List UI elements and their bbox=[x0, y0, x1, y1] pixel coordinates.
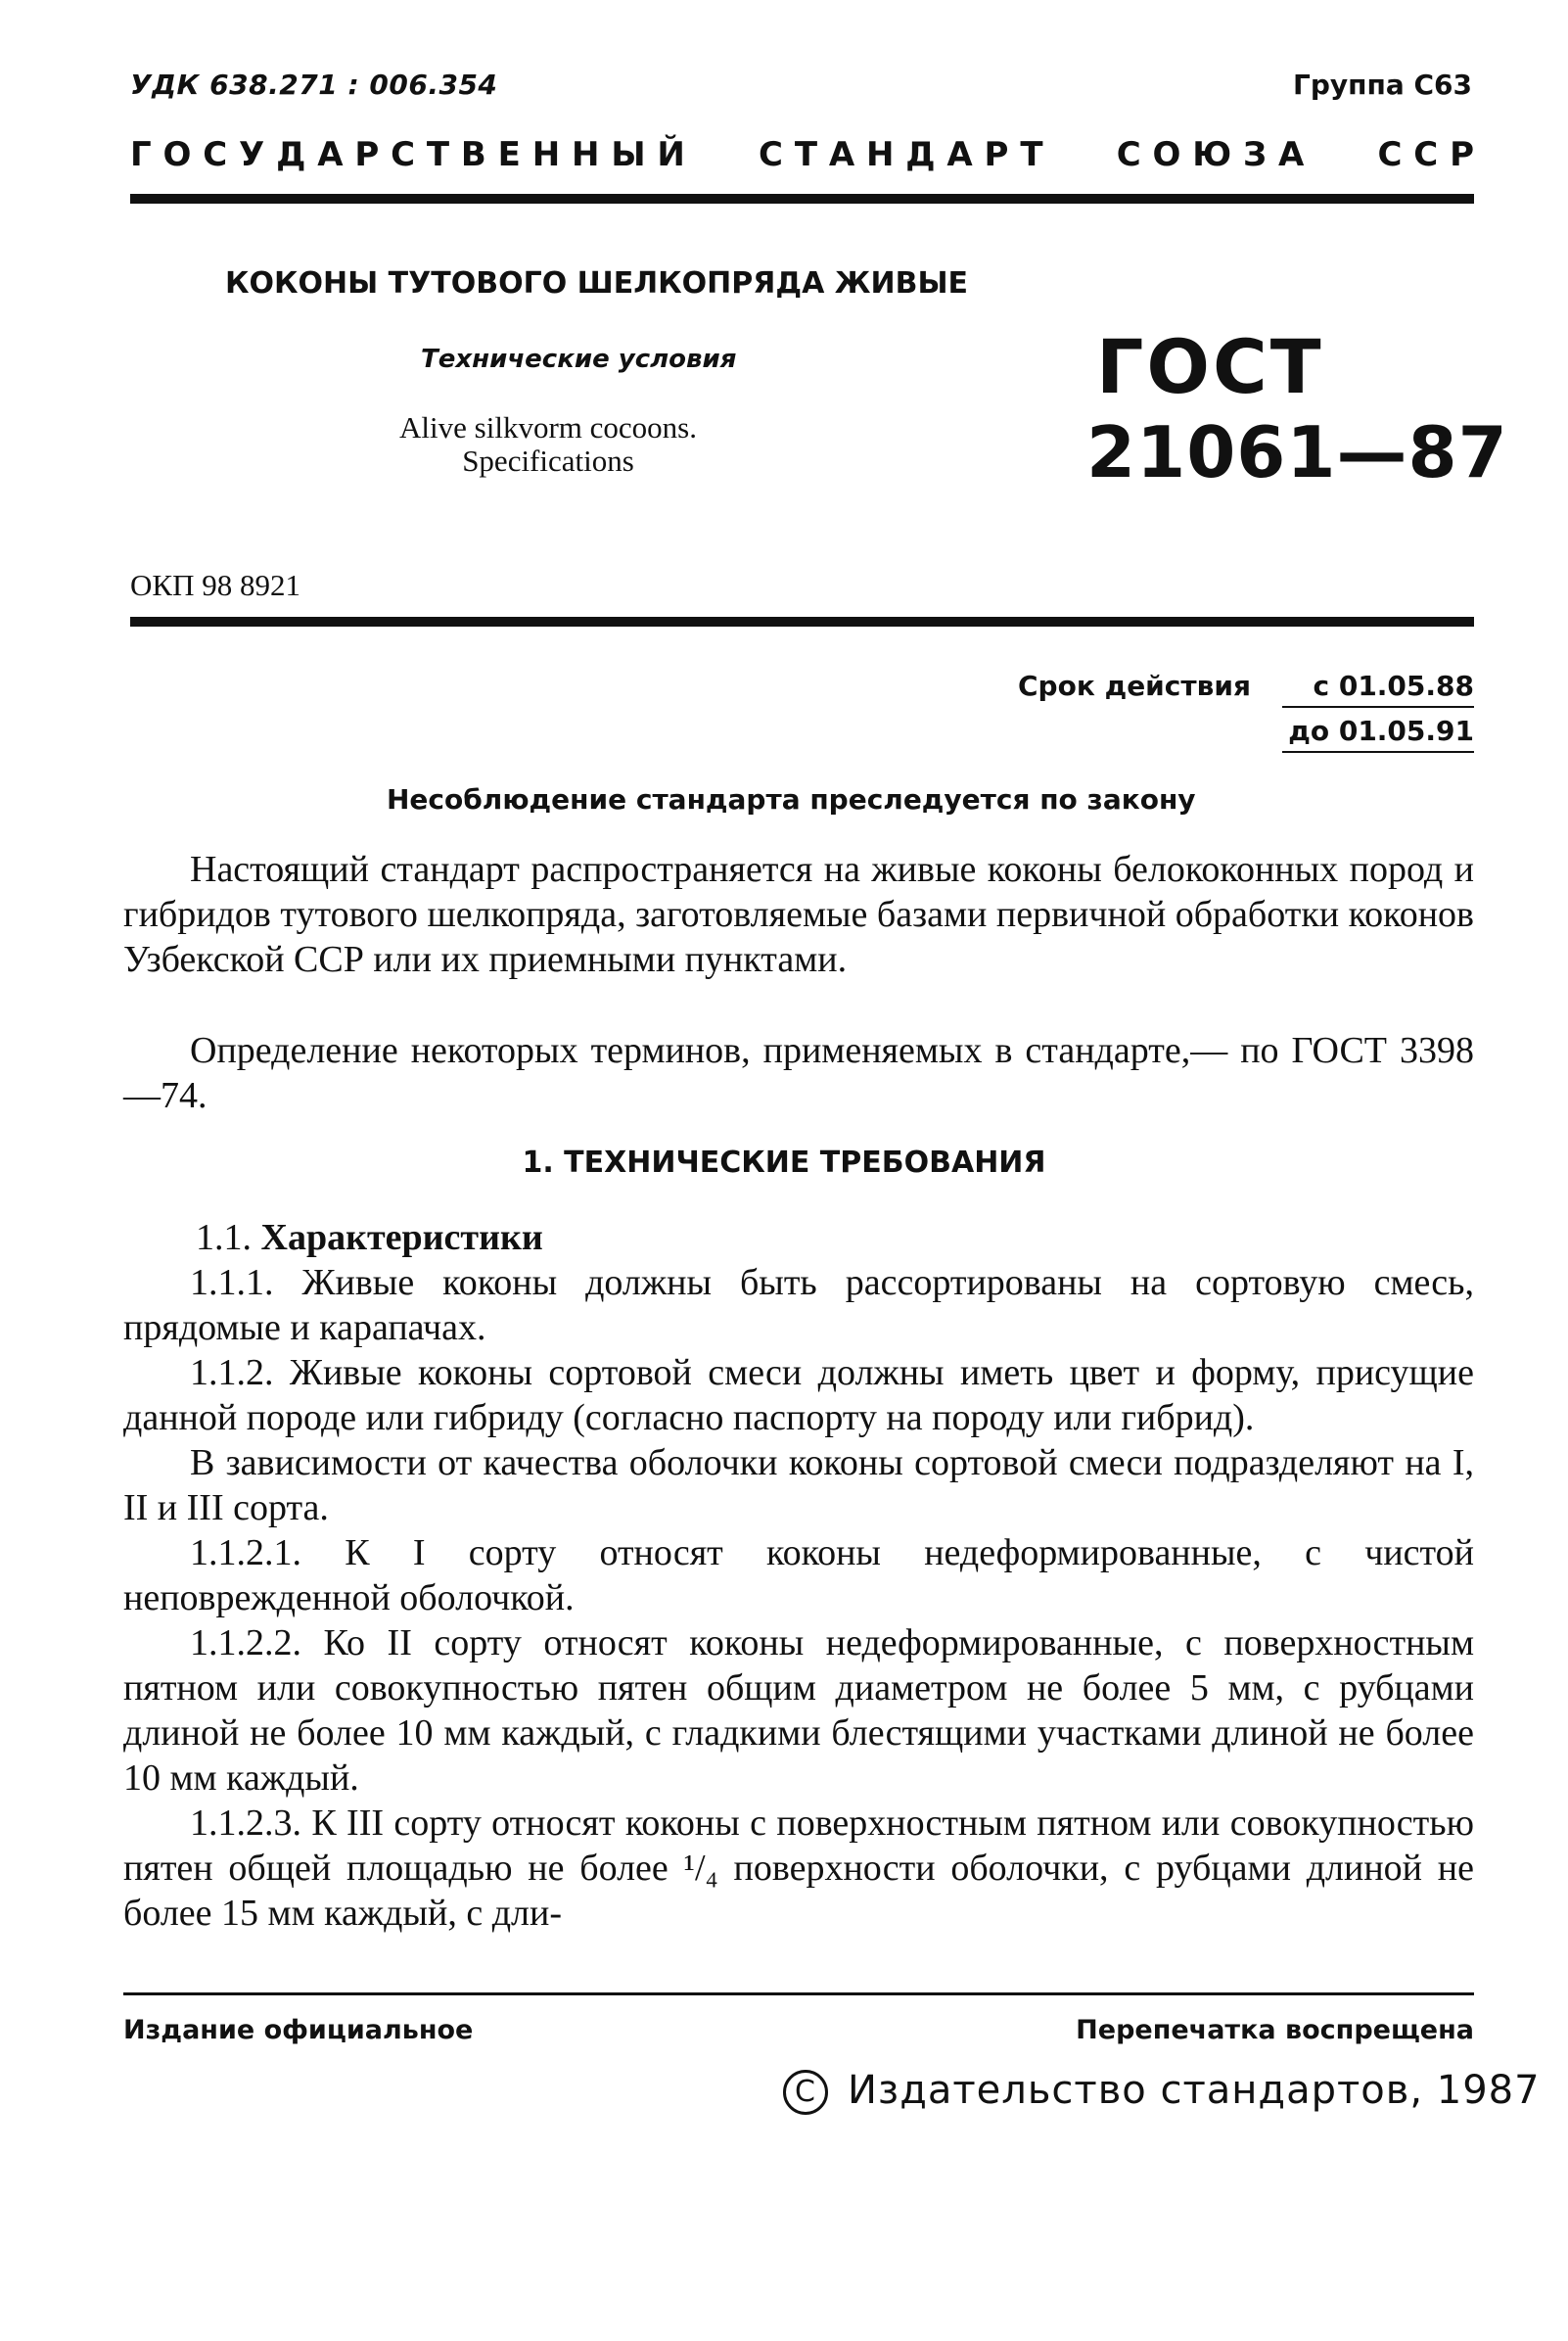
section-heading: 1. ТЕХНИЧЕСКИЕ ТРЕБОВАНИЯ bbox=[522, 1146, 1046, 1180]
udk-code: УДК 638.271 : 006.354 bbox=[130, 69, 498, 101]
clause-paragraph: 1.1.2.3. К III сорту относят коконы с поверхностным пятном или совокупностью пятен общей площадью не более ¹/₄ поверхности оболочки, с рубцами длиной не более 15 мм каждый, с дли- bbox=[123, 1803, 1474, 1934]
document-title: КОКОНЫ ТУТОВОГО ШЕЛКОПРЯДА ЖИВЫЕ bbox=[225, 266, 969, 301]
clause-paragraph: 1.1.2.2. Ко II сорту относят коконы недеформированные, с поверхностным пятном или совокупностью пятен общим диаметром не более 5 мм, с рубцами длиной не более 10 мм каждый, с гладкими блестящими участками длиной не более 10 мм каждый. bbox=[123, 1622, 1474, 1799]
copyright-icon: C bbox=[783, 2070, 828, 2115]
footer-rule bbox=[123, 1992, 1474, 1995]
english-title-line2: Specifications bbox=[462, 444, 634, 478]
publisher-name: Издательство стандартов, 1987 bbox=[848, 2068, 1541, 2113]
clause-paragraph: 1.1.2.1. К I сорту относят коконы недеформированные, с чистой неповрежденной оболочкой. bbox=[123, 1532, 1474, 1618]
group-code: Группа С63 bbox=[1293, 69, 1472, 101]
validity-to: до 01.05.91 bbox=[1282, 715, 1474, 753]
state-word: С О Ю З А bbox=[1116, 135, 1305, 174]
clause-paragraph: В зависимости от качества оболочки коконы сортовой смеси подразделяют на I, II и III сорта. bbox=[123, 1442, 1474, 1528]
state-word: С С Р bbox=[1377, 135, 1474, 174]
law-notice: Несоблюдение стандарта преследуется по закону bbox=[387, 783, 1196, 816]
validity-label: Срок действия bbox=[1018, 670, 1251, 702]
subsection-title: Характеристики bbox=[260, 1217, 543, 1258]
reprint-note: Перепечатка воспрещена bbox=[1076, 2015, 1474, 2045]
state-word: С Т А Н Д А Р Т bbox=[759, 135, 1043, 174]
okp-code: ОКП 98 8921 bbox=[130, 568, 300, 602]
clause-paragraph: 1.1.2. Живые коконы сортовой смеси должны иметь цвет и форму, присущие данной породе или гибриду (согласно паспорту на породу или гибрид). bbox=[123, 1352, 1474, 1438]
publisher-line bbox=[783, 2068, 1541, 2115]
header-rule bbox=[130, 194, 1474, 204]
clauses bbox=[123, 1260, 1474, 1936]
title-rule bbox=[130, 617, 1474, 627]
english-title-line1: Alive silkvorm cocoons. bbox=[399, 410, 697, 445]
terms-paragraph: Определение некоторых терминов, применяемых в стандарте,— по ГОСТ 3398—74. bbox=[123, 1030, 1474, 1116]
subsection-number: 1.1. bbox=[196, 1217, 252, 1258]
document-subtitle: Технические условия bbox=[421, 345, 737, 374]
state-word: Г О С У Д А Р С Т В Е Н Н Ы Й bbox=[130, 135, 685, 174]
edition-note: Издание официальное bbox=[123, 2015, 474, 2045]
gost-number: 21061—87 bbox=[1086, 411, 1508, 493]
english-title bbox=[372, 411, 724, 478]
clause-paragraph: 1.1.1. Живые коконы должны быть рассортированы на сортовую смесь, прядомые и карапачах. bbox=[123, 1262, 1474, 1348]
subsection-heading bbox=[196, 1216, 543, 1259]
intro-paragraph: Настоящий стандарт распространяется на живые коконы белококонных пород и гибридов тутового шелкопряда, заготовляемые базами первичной обработки коконов Узбекской ССР или их приемными пунктами. bbox=[123, 849, 1474, 980]
gost-label: ГОСТ bbox=[1096, 323, 1324, 410]
state-standard-heading bbox=[130, 135, 1474, 174]
validity-from: с 01.05.88 bbox=[1282, 670, 1474, 708]
